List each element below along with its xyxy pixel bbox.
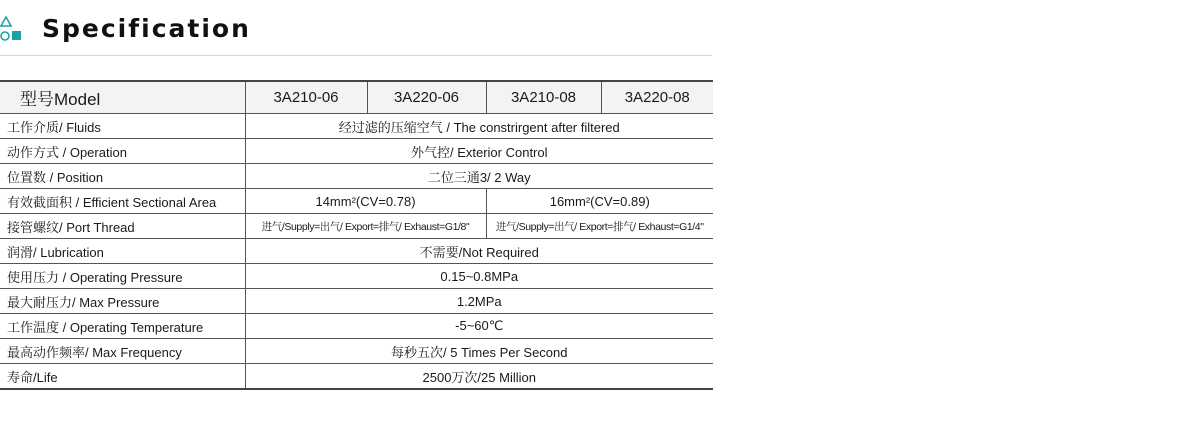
table-row xyxy=(0,289,713,314)
model-cell: 3A210-08 xyxy=(486,81,601,114)
table-header-row xyxy=(0,81,713,114)
row-label: 接管螺纹/ Port Thread xyxy=(0,214,245,239)
row-label: 寿命/Life xyxy=(0,364,245,390)
table-row xyxy=(0,139,713,164)
row-value: 不需要/Not Required xyxy=(245,239,713,264)
table-row xyxy=(0,114,713,139)
table-row xyxy=(0,264,713,289)
row-label: 有效截面积 / Efficient Sectional Area xyxy=(0,189,245,214)
row-label: 润滑/ Lubrication xyxy=(0,239,245,264)
model-label: 型号Model xyxy=(0,81,245,114)
row-label: 工作介质/ Fluids xyxy=(0,114,245,139)
row-value: 进气/Supply=出气/ Export=排气/ Exhaust=G1/4" xyxy=(486,214,713,239)
row-value: 14mm²(CV=0.78) xyxy=(245,189,486,214)
row-label: 最大耐压力/ Max Pressure xyxy=(0,289,245,314)
row-value: 每秒五次/ 5 Times Per Second xyxy=(245,339,713,364)
table-row xyxy=(0,239,713,264)
row-label: 最高动作频率/ Max Frequency xyxy=(0,339,245,364)
row-value: 外气控/ Exterior Control xyxy=(245,139,713,164)
row-value: 1.2MPa xyxy=(245,289,713,314)
model-cell: 3A220-08 xyxy=(601,81,713,114)
row-label: 使用压力 / Operating Pressure xyxy=(0,264,245,289)
table-row xyxy=(0,189,713,214)
specification-table xyxy=(0,80,713,390)
row-value: 经过滤的压缩空气 / The constrirgent after filtered xyxy=(245,114,713,139)
row-value: 0.15~0.8MPa xyxy=(245,264,713,289)
row-label: 动作方式 / Operation xyxy=(0,139,245,164)
row-value: 进气/Supply=出气/ Export=排气/ Exhaust=G1/8" xyxy=(245,214,486,239)
row-value: 二位三通3/ 2 Way xyxy=(245,164,713,189)
table-row xyxy=(0,364,713,390)
row-label: 工作温度 / Operating Temperature xyxy=(0,314,245,339)
header-divider xyxy=(0,55,712,56)
page-title: Specification xyxy=(42,14,251,43)
table-row xyxy=(0,164,713,189)
spec-header xyxy=(0,0,712,56)
row-value: -5~60℃ xyxy=(245,314,713,339)
table-row xyxy=(0,214,713,239)
row-label: 位置数 / Position xyxy=(0,164,245,189)
table-row xyxy=(0,314,713,339)
row-value: 2500万次/25 Million xyxy=(245,364,713,390)
table-row xyxy=(0,339,713,364)
model-cell: 3A220-06 xyxy=(367,81,486,114)
row-value: 16mm²(CV=0.89) xyxy=(486,189,713,214)
triangle-circle-square-icon xyxy=(0,16,24,42)
model-cell: 3A210-06 xyxy=(245,81,367,114)
